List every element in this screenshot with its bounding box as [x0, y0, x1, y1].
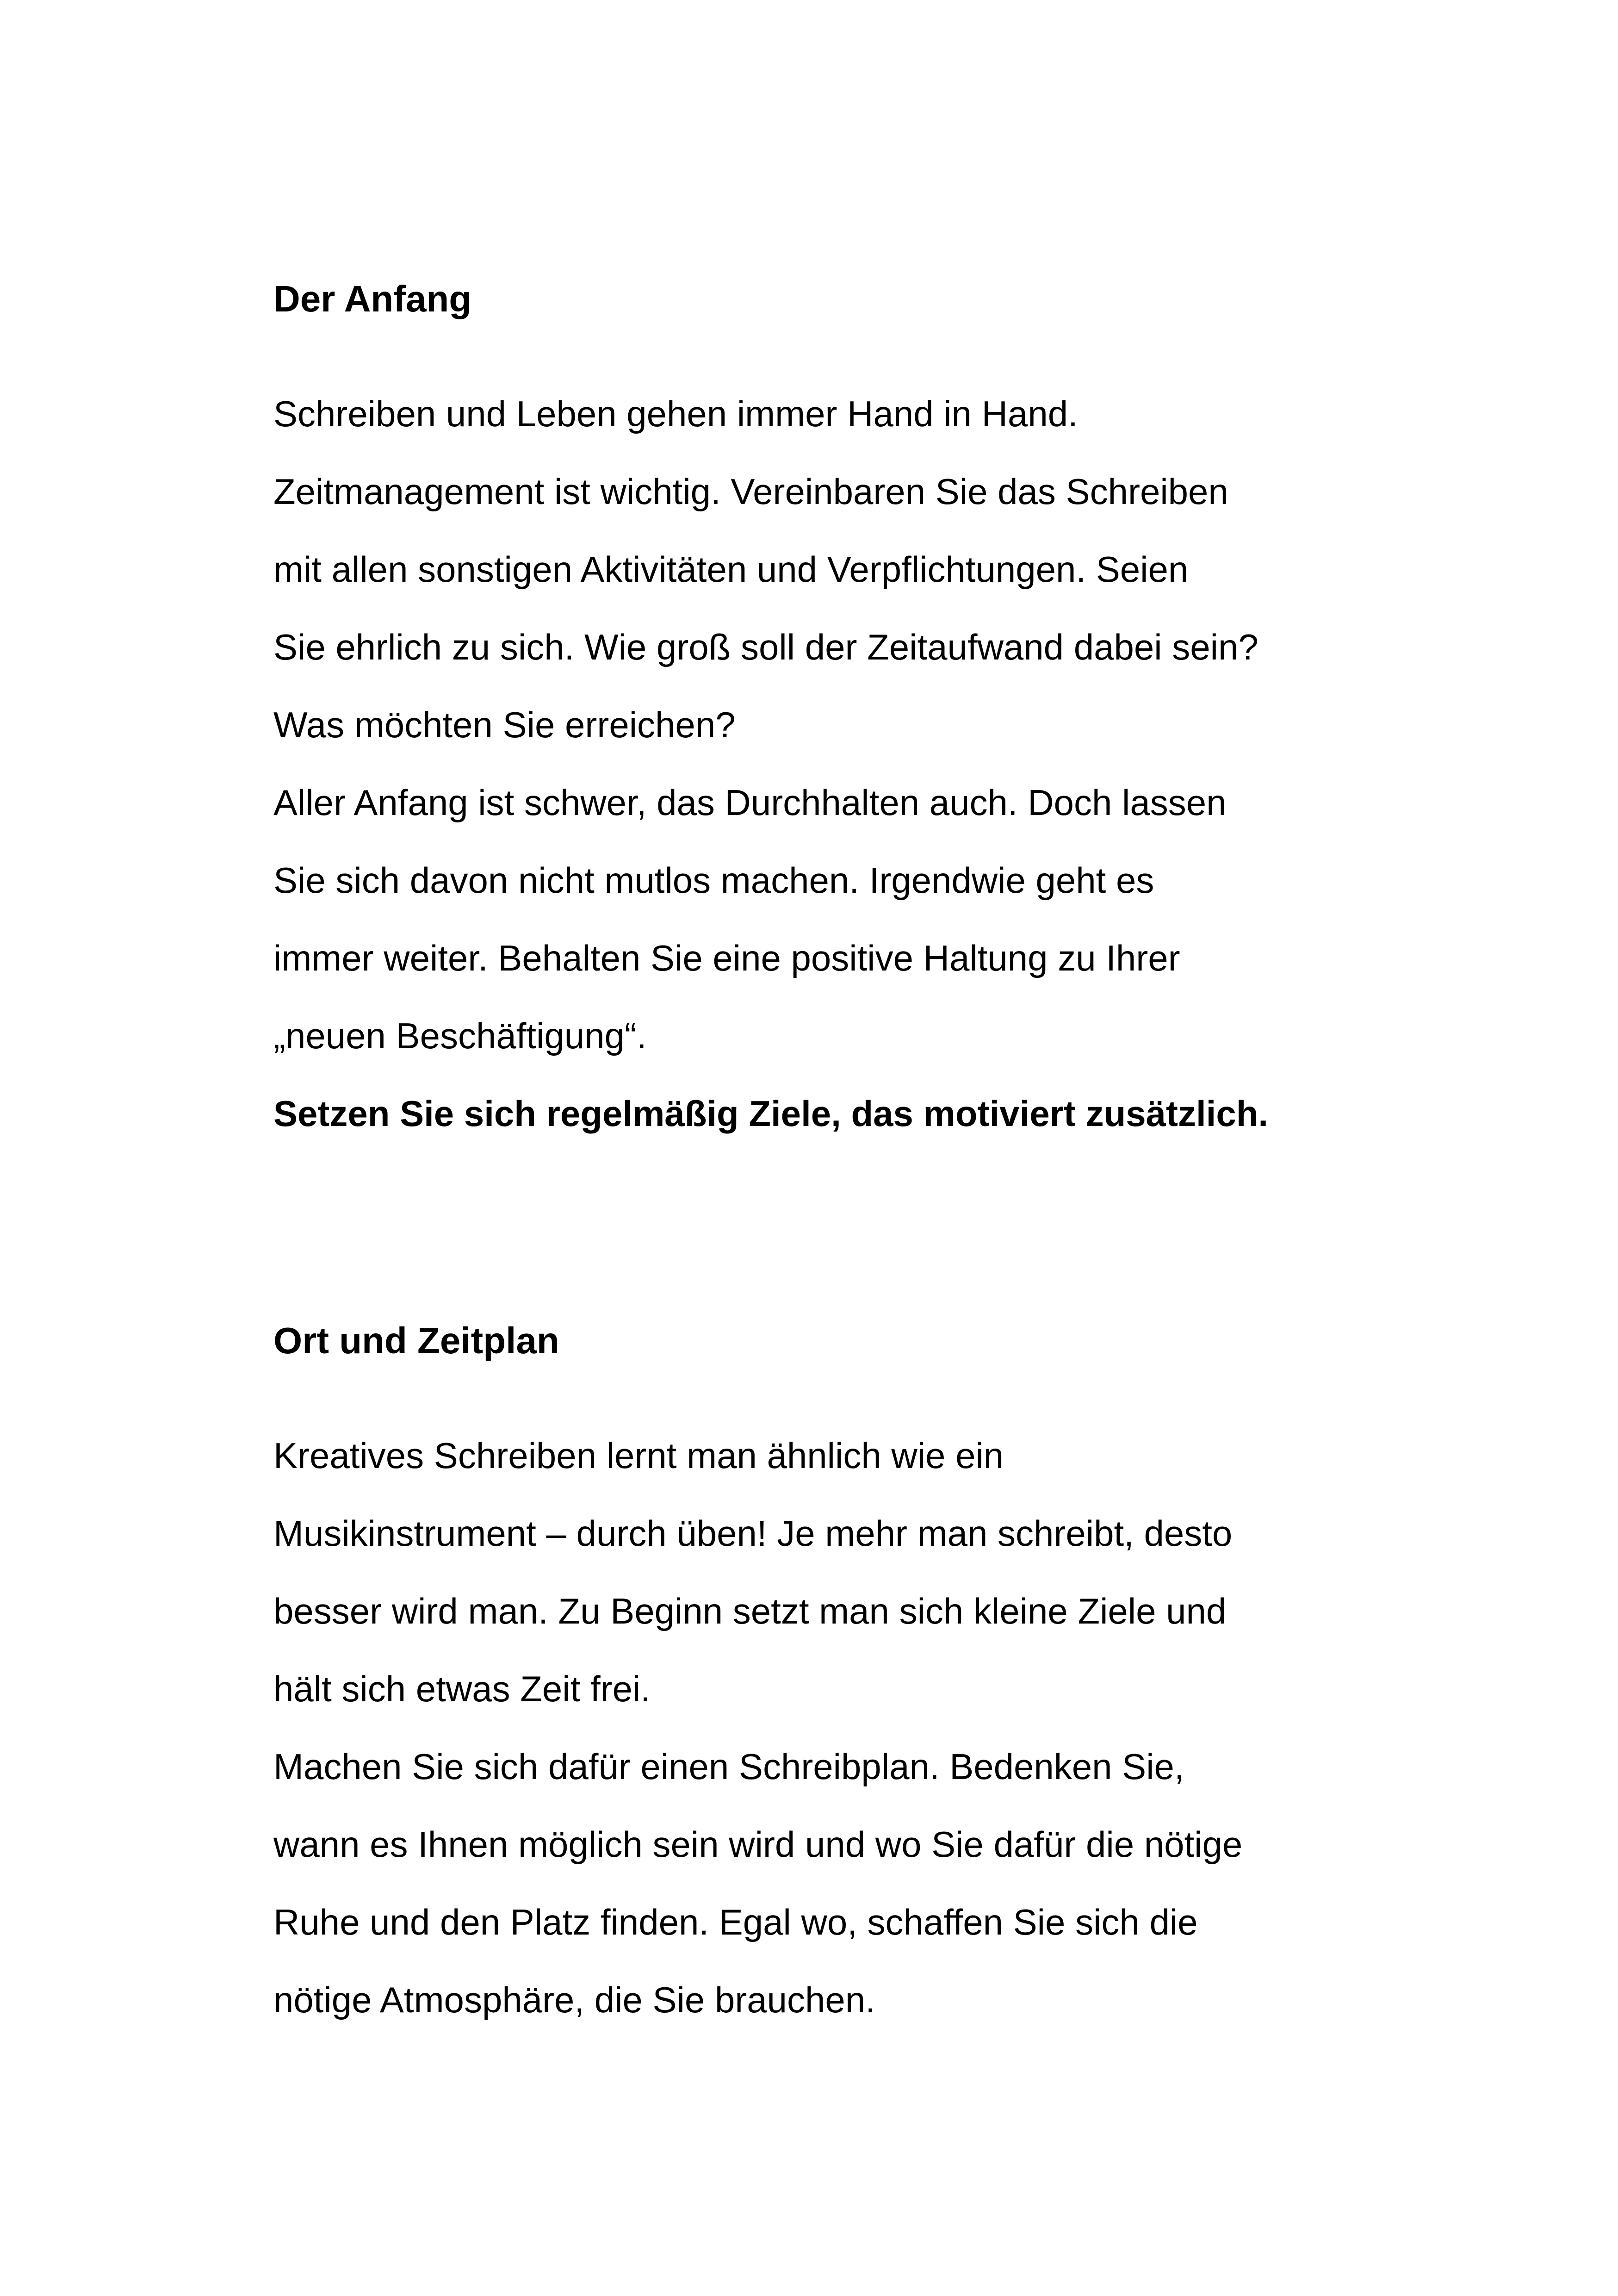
paragraph-line: Musikinstrument – durch üben! Je mehr man schreibt, desto — [273, 1513, 1233, 1554]
paragraph-line: hält sich etwas Zeit frei. — [273, 1668, 651, 1709]
paragraph-line: immer weiter. Behalten Sie eine positive Haltung zu Ihrer — [273, 938, 1180, 978]
paragraph-line: Schreiben und Leben gehen immer Hand in Hand. — [273, 393, 1078, 434]
paragraph-line: besser wird man. Zu Beginn setzt man sich kleine Ziele und — [273, 1591, 1227, 1631]
paragraph-line: Sie sich davon nicht mutlos machen. Irgendwie geht es — [273, 860, 1154, 901]
paragraph-line: wann es Ihnen möglich sein wird und wo Sie dafür die nötige — [273, 1824, 1243, 1865]
paragraph-line: Machen Sie sich dafür einen Schreibplan. Bedenken Sie, — [273, 1746, 1184, 1787]
paragraph-line: Ruhe und den Platz finden. Egal wo, schaffen Sie sich die — [273, 1902, 1198, 1942]
section-heading-der-anfang: Der Anfang — [273, 278, 472, 319]
section-heading-ort-und-zeitplan: Ort und Zeitplan — [273, 1320, 559, 1361]
paragraph-line: mit allen sonstigen Aktivitäten und Verpflichtungen. Seien — [273, 549, 1189, 590]
paragraph-line: Sie ehrlich zu sich. Wie groß soll der Zeitaufwand dabei sein? — [273, 627, 1258, 667]
paragraph-line: „neuen Beschäftigung“. — [273, 1015, 647, 1056]
paragraph-line: nötige Atmosphäre, die Sie brauchen. — [273, 1979, 875, 2020]
paragraph-line: Aller Anfang ist schwer, das Durchhalten auch. Doch lassen — [273, 782, 1227, 823]
paragraph-line: Kreatives Schreiben lernt man ähnlich wie ein — [273, 1435, 1004, 1476]
emphasis-line: Setzen Sie sich regelmäßig Ziele, das motiviert zusätzlich. — [273, 1093, 1269, 1134]
paragraph-line: Zeitmanagement ist wichtig. Vereinbaren Sie das Schreiben — [273, 471, 1228, 512]
paragraph-line: Was möchten Sie erreichen? — [273, 704, 736, 745]
